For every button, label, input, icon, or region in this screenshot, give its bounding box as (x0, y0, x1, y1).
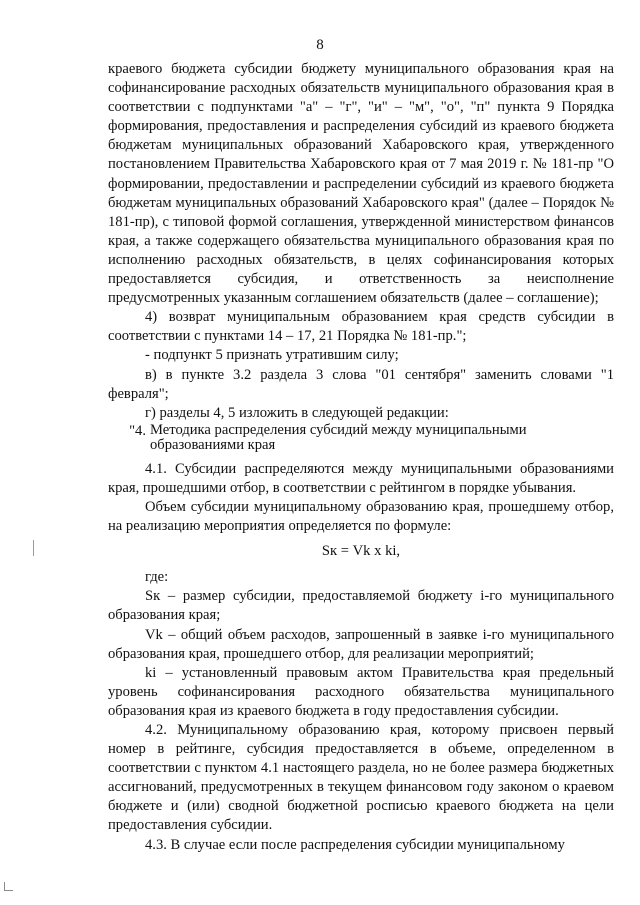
paragraph: в) в пункте 3.2 раздела 3 слова "01 сентября" заменить словами "1 февраля"; (108, 366, 614, 402)
section-title (108, 423, 614, 453)
paragraph: ki – установленный правовым актом Правительства края предельный уровень софинансирования расходного обязательства муниципального образования края из краевого бюджета в году предоставления субсидии. (108, 664, 614, 719)
paragraph: г) разделы 4, 5 изложить в следующей редакции: (145, 404, 449, 421)
paragraph: Объем субсидии муниципальному образованию края, прошедшему отбор, на реализацию мероприятия определяется по формуле: (108, 498, 614, 535)
scan-margin-mark (33, 540, 34, 556)
paragraph: где: (145, 569, 169, 586)
paragraph: - подпункт 5 признать утратившим силу; (145, 347, 399, 364)
paragraph: Vk – общий объем расходов, запрошенный в заявке i-го муниципального образования края, прошедшего отбор, для реализации мероприятий; (108, 626, 614, 662)
paragraph: 4.1. Субсидии распределяются между муниципальными образованиями края, прошедшими отбор, в соответствии с рейтингом в порядке убывания. (108, 460, 614, 496)
paragraph: 4) возврат муниципальным образованием края средств субсидии в соответствии с пунктами 14 – 17, 21 Порядка № 181-пр."; (108, 309, 614, 345)
section-number: "4. (129, 422, 146, 439)
section-heading-line: образованиями края (150, 436, 276, 453)
paragraph: краевого бюджета субсидии бюджету муниципального образования края на софинансирование расходных обязательств муниципального образования края в соответствии с подпунктами "а" – "г", "и" – "м", "о", "п" пункта 9 Порядка формирования, предоставления и распределения субсидий из краевого бюджета бюджетам муниципальных образований Хабаровского края, утвержденного постановлением Правительства Хабаровского края от 7 мая 2019 г. № 181-пр "О формировании, предоставлении и распределении субсидий из краевого бюджета бюджетам муниципальных образований Хабаровского края" (далее – Порядок № 181-пр), с типовой формой соглашения, утвержденной министерством финансов края, а также содержащего обязательства муниципального образования края по исполнению расходных обязательств, в целях софинансирования которых предоставляется субсидия, и ответственность за неисполнение предусмотренных указанным соглашением обязательств (далее – соглашение); (108, 61, 614, 307)
document-body (108, 60, 614, 855)
page-number: 8 (316, 37, 324, 53)
section-heading-line: Методика распределения субсидий между муниципальными (150, 421, 527, 438)
scan-corner-mark (4, 882, 13, 891)
paragraph: 4.2. Муниципальному образованию края, которому присвоен первый номер в рейтинге, субсидия предоставляется в объеме, определенном в соответствии с пунктом 4.1 настоящего раздела, но не более размера бюджетных ассигнований, предусмотренных в текущем финансовом году законом о краевом бюджете и (или) сводной бюджетной росписью краевого бюджета на цели предоставления субсидии. (108, 722, 614, 834)
paragraph: 4.3. В случае если после распределения субсидии муниципальному (145, 836, 565, 853)
paragraph: Sк – размер субсидии, предоставляемой бюджету i-го муниципального образования края; (108, 588, 614, 624)
section-heading (150, 423, 614, 453)
formula: Sк = Vk x ki, (321, 543, 401, 560)
